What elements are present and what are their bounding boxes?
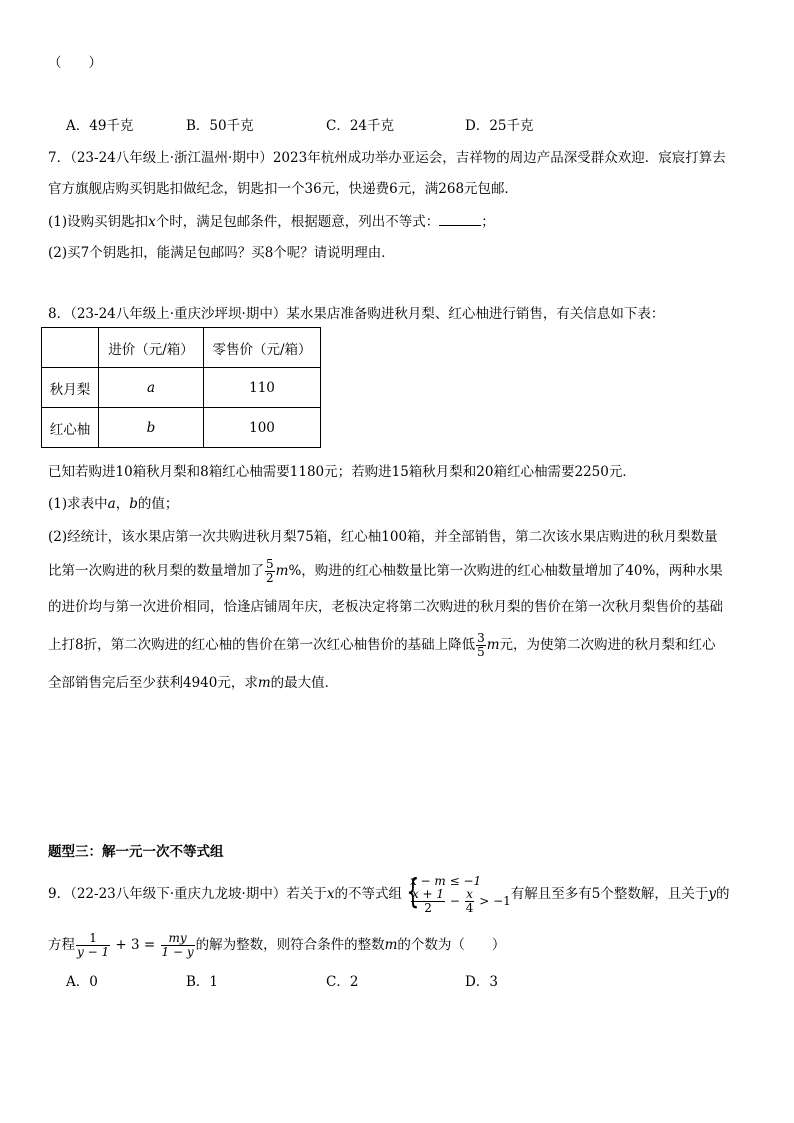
inequality-system: { x − m ≤ −1 $\frac{x + 1}{2}$ − $\frac{x}{4}$ > −1	[406, 872, 511, 915]
q9-stem-line1: 9．（22-23八年级下·重庆九龙坡·期中）若关于x的不等式组 { x − m ≤ −1 $\frac{x + 1}{2}$ − $\frac{x}{4}$ > −1 有解且至多有5个整数解，且关于y的	[48, 872, 730, 915]
q9-option-c: C．2	[326, 974, 359, 990]
q9-option-b: B．1	[186, 974, 219, 990]
table-row	[42, 368, 321, 408]
q8-part1: (1)求表中a，b的值；	[48, 496, 179, 512]
section-heading: 题型三：解一元一次不等式组	[48, 844, 224, 860]
table-cell-price: 110	[204, 368, 321, 408]
brace-icon: {	[406, 872, 420, 912]
table-header-cell	[42, 328, 99, 368]
q7-part1: (1)设购买钥匙扣x个时，满足包邮条件，根据题意，列出不等式： ；	[48, 211, 495, 232]
q6-option-d: D．25千克	[465, 118, 534, 134]
q7-stem-line1: 7．（23-24八年级上·浙江温州·期中）2023年杭州成功举办亚运会，吉祥物的周边产品深受群众欢迎．宸宸打算去	[48, 150, 726, 166]
q7-stem-line2: 官方旗舰店购买钥匙扣做纪念，钥匙扣一个36元，快递费6元，满268元包邮．	[48, 181, 519, 197]
q8-part2-line2: 比第一次购进的秋月梨的数量增加了 $\frac{5}{2}$ m%，购进的红心柚数量比第一次购进的红心柚数量增加了40%，两种水果	[48, 557, 723, 585]
q9-option-d: D．3	[465, 974, 498, 990]
q7-answer-blank[interactable]	[439, 211, 481, 226]
equation-left-fraction: $\frac{1}{y - 1}$	[77, 931, 110, 959]
table-cell-price: 100	[204, 408, 321, 448]
q9-option-a: A．0	[66, 974, 98, 990]
q8-part2-line3: 的进价均与第一次进价相同，恰逢店铺周年庆，老板决定将第二次购进的秋月梨的售价在第一次秋月梨售价的基础	[48, 599, 723, 615]
table-cell-name: 红心柚	[42, 408, 99, 448]
fraction-5-2: $\frac{5}{2}$	[266, 557, 274, 585]
table-row	[42, 408, 321, 448]
q8-part2-line4: 上打8折，第二次购进的红心柚的售价在第一次红心柚售价的基础上降低 $\frac{3}{5}$ m元，为使第二次购进的秋月梨和红心	[48, 631, 716, 659]
fraction-3-5: $\frac{3}{5}$	[477, 631, 485, 659]
q8-stem-line1: 8．（23-24八年级上·重庆沙坪坝·期中）某水果店准备购进秋月梨、红心柚进行销售，有关信息如下表：	[48, 306, 665, 322]
q7-part2: (2)买7个钥匙扣，能满足包邮吗？买8个呢？请说明理由．	[48, 245, 395, 261]
table-cell-name: 秋月梨	[42, 368, 99, 408]
table-header-cell: 零售价（元/箱）	[204, 328, 321, 368]
table-header-cell: 进价（元/箱）	[99, 328, 204, 368]
equation-right-fraction: $\frac{my}{1 - y}$	[161, 931, 194, 959]
q6-paren: （ ）	[48, 55, 102, 71]
q8-part2-line1: (2)经统计，该水果店第一次共购进秋月梨75箱，红心柚100箱，并全部销售，第二次该水果店购进的秋月梨数量	[48, 529, 718, 545]
q6-option-b: B．50千克	[186, 118, 254, 134]
q8-part2-line5: 全部销售完后至少获利4940元，求m的最大值．	[48, 675, 339, 691]
q6-option-c: C．24千克	[326, 118, 395, 134]
q6-option-a: A．49千克	[66, 118, 134, 134]
q9-stem-line2: 方程 $\frac{1}{y - 1}$ + 3 = $\frac{my}{1 - y}$ 的解为整数，则符合条件的整数m的个数为（ ）	[48, 931, 506, 959]
q8-given: 已知若购进10箱秋月梨和8箱红心柚需要1180元；若购进15箱秋月梨和20箱红心柚需要2250元．	[48, 464, 636, 480]
table-cell-cost: b	[99, 408, 204, 448]
table-cell-cost: a	[99, 368, 204, 408]
table-header-row	[42, 328, 321, 368]
q8-price-table	[41, 327, 321, 448]
